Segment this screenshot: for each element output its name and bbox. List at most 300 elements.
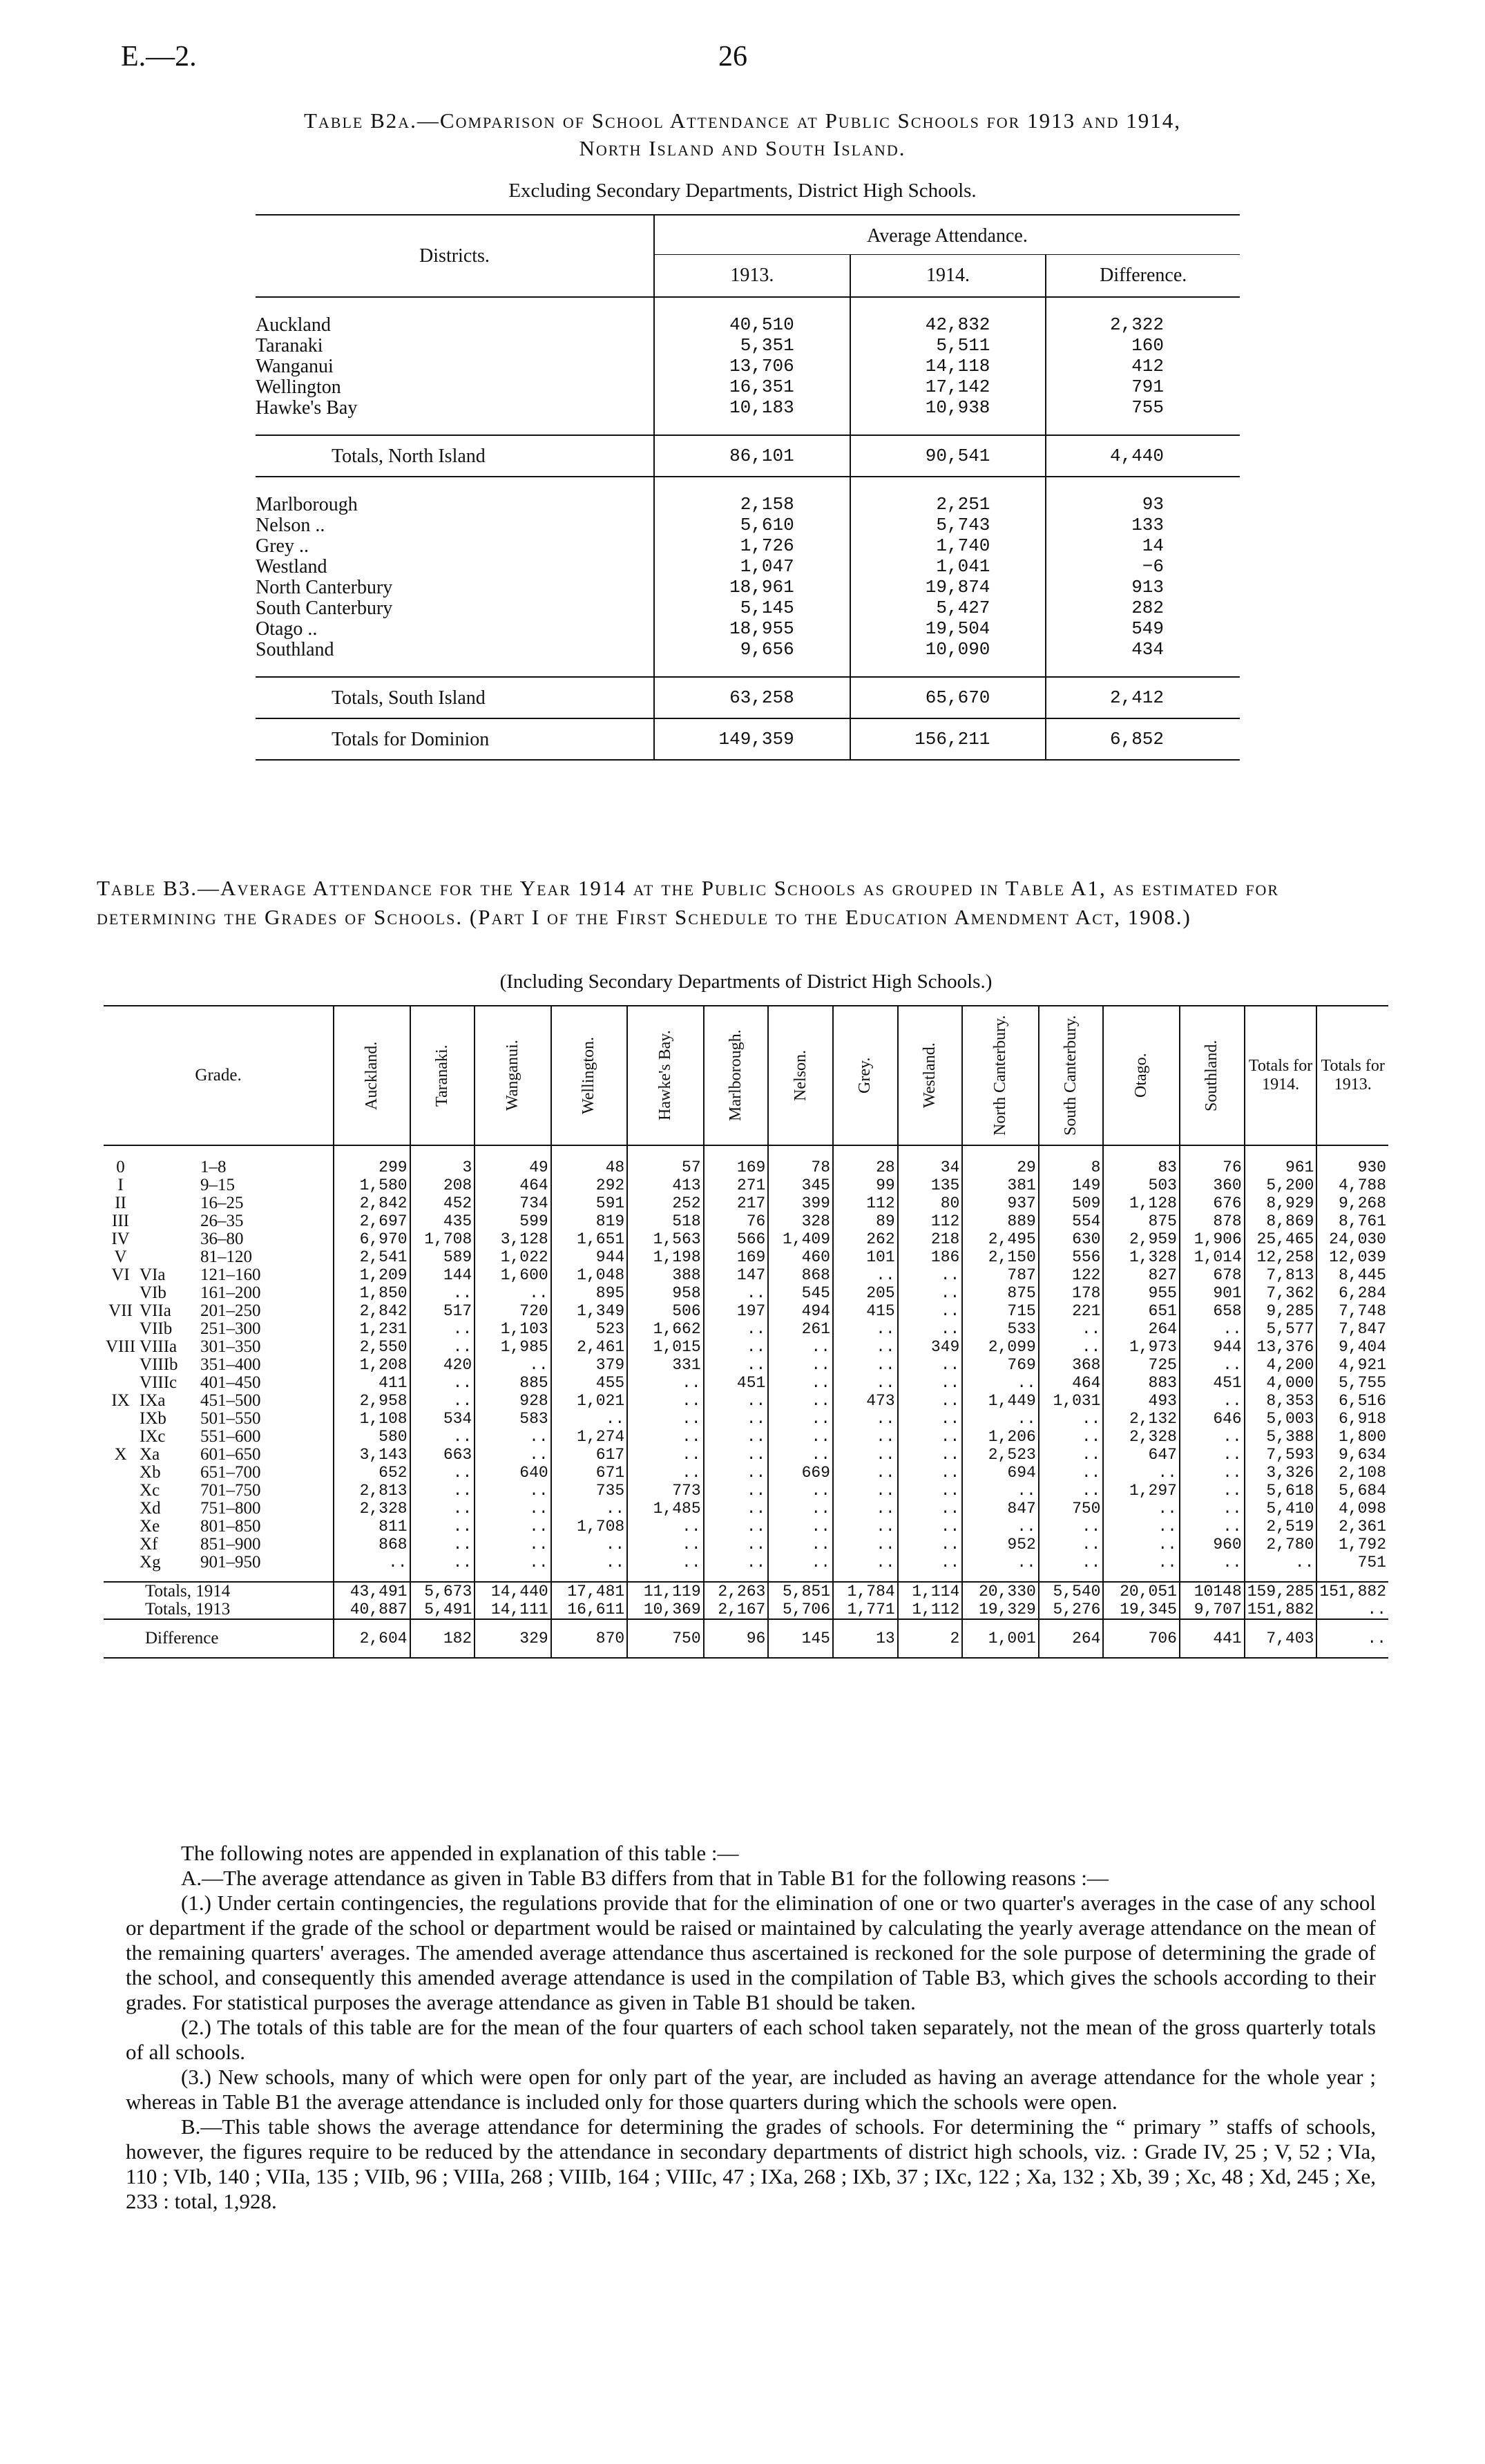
value-1914: 65,670 bbox=[850, 677, 1046, 718]
grade-range: 551–600 bbox=[200, 1427, 261, 1446]
grade-range: 701–750 bbox=[200, 1481, 261, 1500]
table1-row bbox=[256, 335, 1240, 356]
table1-row bbox=[256, 494, 1240, 515]
table2-value: 6,284 bbox=[1316, 1284, 1388, 1302]
table2-value: .. bbox=[833, 1356, 898, 1374]
grade-range: 36–80 bbox=[200, 1230, 244, 1248]
table2-value: .. bbox=[627, 1374, 703, 1392]
table2-value: .. bbox=[627, 1410, 703, 1428]
grade-subdivision: Xf bbox=[140, 1535, 158, 1554]
table2-value: 952 bbox=[962, 1536, 1038, 1554]
table2-value: 646 bbox=[1180, 1410, 1245, 1428]
table2-value: .. bbox=[898, 1446, 963, 1464]
table2-value: .. bbox=[768, 1410, 833, 1428]
table2-value: .. bbox=[475, 1482, 550, 1500]
table1-title bbox=[104, 107, 1381, 162]
table2-value: .. bbox=[898, 1320, 963, 1338]
value-difference: 2,412 bbox=[1046, 677, 1240, 718]
spacer-row bbox=[256, 418, 1240, 435]
table2-value: 9,285 bbox=[1245, 1302, 1317, 1320]
table2-value: 2,361 bbox=[1316, 1518, 1388, 1536]
grade-range: 161–200 bbox=[200, 1283, 261, 1302]
table2-value: 694 bbox=[962, 1464, 1038, 1482]
table2-value: .. bbox=[334, 1554, 410, 1572]
value-1914: 5,511 bbox=[850, 335, 1046, 356]
table2-value: 112 bbox=[833, 1194, 898, 1212]
table2-value: .. bbox=[410, 1392, 475, 1410]
table2-value: 208 bbox=[410, 1176, 475, 1194]
table2-value: .. bbox=[704, 1410, 769, 1428]
grade-subdivision bbox=[137, 1158, 193, 1176]
table2-value: 583 bbox=[475, 1410, 550, 1428]
table2-value: 217 bbox=[704, 1194, 769, 1212]
table2-value: 720 bbox=[475, 1302, 550, 1320]
table2-value: 1,485 bbox=[627, 1500, 703, 1518]
table2-subtitle: (Including Secondary Departments of District High Schools.) bbox=[499, 971, 993, 993]
table2-value: 455 bbox=[551, 1374, 627, 1392]
note-a: A.—The average attendance as given in Table B3 differs from that in Table B1 for the following reasons :— bbox=[181, 1866, 1109, 1890]
spacer-cell bbox=[704, 1145, 769, 1158]
spacer-cell bbox=[104, 1572, 137, 1582]
table2-value: .. bbox=[1103, 1518, 1179, 1536]
grade-subdivision bbox=[137, 1230, 193, 1248]
grade-subdivision: VIIIa bbox=[140, 1337, 178, 1356]
table1-total-south bbox=[256, 677, 1240, 718]
table2-value: 875 bbox=[962, 1284, 1038, 1302]
grade-range: 201–250 bbox=[200, 1301, 261, 1320]
grade-roman bbox=[104, 1374, 137, 1392]
table2-value: 1,198 bbox=[627, 1248, 703, 1266]
table2-value: .. bbox=[704, 1536, 769, 1554]
value-1914: 1,041 bbox=[850, 556, 1046, 577]
table2-value: 2,958 bbox=[334, 1392, 410, 1410]
table1 bbox=[256, 214, 1240, 761]
table2-value: 494 bbox=[768, 1302, 833, 1320]
district-name: Totals for Dominion bbox=[332, 728, 490, 750]
table1-head-avg: Average Attendance. bbox=[654, 215, 1240, 255]
table2-value: .. bbox=[475, 1446, 550, 1464]
spacer-row bbox=[104, 1145, 1388, 1158]
table2-value: .. bbox=[768, 1500, 833, 1518]
grade-subdivision: Xe bbox=[140, 1517, 160, 1536]
table2-row bbox=[104, 1410, 1388, 1428]
value-1913: 18,961 bbox=[654, 577, 850, 598]
table2-value: 1,800 bbox=[1316, 1428, 1388, 1446]
table2-value: 658 bbox=[1180, 1302, 1245, 1320]
table2-value: 2,959 bbox=[1103, 1230, 1179, 1248]
table2-value: .. bbox=[898, 1536, 963, 1554]
table2-value: 1,108 bbox=[334, 1410, 410, 1428]
table2-value: .. bbox=[410, 1320, 475, 1338]
grade-roman bbox=[104, 1482, 137, 1500]
table2-value: 1,850 bbox=[334, 1284, 410, 1302]
table2-value: 1,297 bbox=[1103, 1482, 1179, 1500]
table2-tot13-value: 1,771 bbox=[833, 1601, 898, 1619]
table2-value: 435 bbox=[410, 1212, 475, 1230]
table2-value: .. bbox=[475, 1356, 550, 1374]
table2-value: .. bbox=[704, 1482, 769, 1500]
spacer-cell bbox=[193, 1145, 334, 1158]
grade-subdivision: VIIIc bbox=[140, 1373, 178, 1392]
note-3: (3.) New schools, many of which were open for only part of the year, are included as having an average attendance for the whole year ; whereas in Table B1 the average attendance is included only for those quarters during which the schools were open. bbox=[126, 2065, 1376, 2114]
value-1913: 18,955 bbox=[654, 618, 850, 639]
table2-value: 8,353 bbox=[1245, 1392, 1317, 1410]
spacer-cell bbox=[551, 1145, 627, 1158]
document-code: E.—2. bbox=[121, 41, 197, 73]
table2-value: 566 bbox=[704, 1230, 769, 1248]
table2-value: .. bbox=[1180, 1518, 1245, 1536]
table2-value: .. bbox=[898, 1374, 963, 1392]
grade-roman bbox=[104, 1410, 137, 1428]
table2-value: 1,600 bbox=[475, 1266, 550, 1284]
table2-value: .. bbox=[833, 1428, 898, 1446]
table2-tot13-value: 19,345 bbox=[1103, 1601, 1179, 1619]
table2-diff-value: 750 bbox=[627, 1619, 703, 1658]
table2-value: 112 bbox=[898, 1212, 963, 1230]
table2-value: .. bbox=[1180, 1500, 1245, 1518]
table2-diff-row bbox=[104, 1619, 1388, 1658]
table2-value: 1,651 bbox=[551, 1230, 627, 1248]
table2-value: 186 bbox=[898, 1248, 963, 1266]
table2-value: 252 bbox=[627, 1194, 703, 1212]
table2-value: 895 bbox=[551, 1284, 627, 1302]
table1-total-north bbox=[256, 435, 1240, 477]
table2-value: .. bbox=[898, 1302, 963, 1320]
table2-tot13-value: 5,706 bbox=[768, 1601, 833, 1619]
table2-value: 7,593 bbox=[1245, 1446, 1317, 1464]
grade-roman: X bbox=[114, 1445, 127, 1464]
table2-value: .. bbox=[704, 1284, 769, 1302]
table2-value: 1,580 bbox=[334, 1176, 410, 1194]
table2-value: .. bbox=[1039, 1410, 1104, 1428]
table1-row bbox=[256, 577, 1240, 598]
table2-diff-value: 145 bbox=[768, 1619, 833, 1658]
table1-head-districts: Districts. bbox=[256, 215, 654, 297]
table2-value: .. bbox=[768, 1392, 833, 1410]
table2-value: .. bbox=[898, 1356, 963, 1374]
spacer-cell bbox=[1316, 1572, 1388, 1582]
table2-value: 556 bbox=[1039, 1248, 1104, 1266]
table2-value: 652 bbox=[334, 1464, 410, 1482]
value-difference: 412 bbox=[1046, 356, 1240, 376]
table2-value: 2,541 bbox=[334, 1248, 410, 1266]
table2-value: .. bbox=[833, 1338, 898, 1356]
table2-value: 1,103 bbox=[475, 1320, 550, 1338]
table2-value: .. bbox=[833, 1482, 898, 1500]
table2-value: .. bbox=[1103, 1554, 1179, 1572]
table2-value: .. bbox=[1180, 1392, 1245, 1410]
table2-tot14-value: 20,330 bbox=[962, 1582, 1038, 1601]
value-1913: 13,706 bbox=[654, 356, 850, 376]
note-1: (1.) Under certain contingencies, the regulations provide that for the elimination of one or two quarter's averages in the case of any school or department if the grade of the school or department would be raised or maintained by calculating the yearly average attendance on the mean of the remaining quarters' averages. The amended average attendance thus ascertained is reckoned for the sole purpose of determining the grade of the school, and consequently this amended average attendance is used in the compilation of Table B3, which gives the schools according to their grades. For statistical purposes the average attendance as given in Table B1 should be taken. bbox=[126, 1891, 1376, 2014]
value-1914: 156,211 bbox=[850, 718, 1046, 760]
table2-diff-label: Difference bbox=[145, 1629, 219, 1648]
grade-range: 751–800 bbox=[200, 1499, 261, 1518]
table2-row bbox=[104, 1518, 1388, 1536]
table2-value: 1,274 bbox=[551, 1428, 627, 1446]
district-name: Westland bbox=[256, 555, 327, 577]
table2-value: 509 bbox=[1039, 1194, 1104, 1212]
table2-value: .. bbox=[768, 1338, 833, 1356]
table2-value: 83 bbox=[1103, 1158, 1179, 1176]
spacer-cell bbox=[1039, 1145, 1104, 1158]
table2-value: .. bbox=[475, 1500, 550, 1518]
grade-range: 401–450 bbox=[200, 1373, 261, 1392]
table2-value: 1,206 bbox=[962, 1428, 1038, 1446]
notes bbox=[126, 1841, 1376, 2214]
table2-value: .. bbox=[1039, 1518, 1104, 1536]
table2-tot14-value: 17,481 bbox=[551, 1582, 627, 1601]
grade-roman: I bbox=[117, 1176, 124, 1194]
table2-value: 640 bbox=[475, 1464, 550, 1482]
table2-value: 147 bbox=[704, 1266, 769, 1284]
table2-value: .. bbox=[1039, 1428, 1104, 1446]
table2-tot14-value: 14,440 bbox=[475, 1582, 550, 1601]
table2-diff-value: 96 bbox=[704, 1619, 769, 1658]
table2-value: 2,697 bbox=[334, 1212, 410, 1230]
table2-tot14-value: 43,491 bbox=[334, 1582, 410, 1601]
table2-value: 368 bbox=[1039, 1356, 1104, 1374]
spacer-cell bbox=[627, 1145, 703, 1158]
table2-value: 769 bbox=[962, 1356, 1038, 1374]
value-1914: 10,938 bbox=[850, 397, 1046, 418]
table2-value: 178 bbox=[1039, 1284, 1104, 1302]
grade-roman bbox=[104, 1320, 137, 1338]
table2-value: .. bbox=[704, 1392, 769, 1410]
table2-value: .. bbox=[1039, 1464, 1104, 1482]
district-name: Wellington bbox=[256, 376, 341, 398]
spacer-cell bbox=[137, 1145, 193, 1158]
grade-range: 901–950 bbox=[200, 1553, 261, 1572]
table2-value: 1,563 bbox=[627, 1230, 703, 1248]
grade-range: 801–850 bbox=[200, 1517, 261, 1536]
grade-range: 501–550 bbox=[200, 1409, 261, 1428]
table2-value: 669 bbox=[768, 1464, 833, 1482]
table2-value: 360 bbox=[1180, 1176, 1245, 1194]
table2-head-district: Marlborough. bbox=[726, 1029, 745, 1122]
table2-value: .. bbox=[768, 1356, 833, 1374]
table2-value: 589 bbox=[410, 1248, 475, 1266]
table2-value: 554 bbox=[1039, 1212, 1104, 1230]
table2-value: .. bbox=[962, 1518, 1038, 1536]
grade-roman: II bbox=[115, 1194, 126, 1212]
grade-range: 351–400 bbox=[200, 1355, 261, 1374]
table2-tot14-value: 10148 bbox=[1180, 1582, 1245, 1601]
table2-body bbox=[104, 1145, 1388, 1658]
table2-value: 2,519 bbox=[1245, 1518, 1317, 1536]
table2-value: .. bbox=[898, 1518, 963, 1536]
table2-value: 169 bbox=[704, 1248, 769, 1266]
table2-value: 57 bbox=[627, 1158, 703, 1176]
table2-value: .. bbox=[1039, 1536, 1104, 1554]
table2-value: 3,326 bbox=[1245, 1464, 1317, 1482]
table2-value: .. bbox=[962, 1482, 1038, 1500]
table2-value: 331 bbox=[627, 1356, 703, 1374]
table2-value: .. bbox=[627, 1518, 703, 1536]
table2-value: 415 bbox=[833, 1302, 898, 1320]
value-1913: 1,726 bbox=[654, 535, 850, 556]
table2-value: .. bbox=[475, 1428, 550, 1446]
spacer-cell bbox=[475, 1572, 550, 1582]
table2-value: 261 bbox=[768, 1320, 833, 1338]
table2-value: .. bbox=[475, 1518, 550, 1536]
grade-roman bbox=[104, 1536, 137, 1554]
table2-value: .. bbox=[627, 1464, 703, 1482]
table2-row bbox=[104, 1356, 1388, 1374]
value-difference: 133 bbox=[1046, 515, 1240, 535]
district-name: Totals, South Island bbox=[332, 687, 486, 709]
table2-row bbox=[104, 1194, 1388, 1212]
table2-head-district: Taranaki. bbox=[432, 1044, 451, 1107]
table2-value: .. bbox=[704, 1464, 769, 1482]
district-name: South Canterbury bbox=[256, 597, 393, 619]
table2-value: 8 bbox=[1039, 1158, 1104, 1176]
grade-roman: VIII bbox=[106, 1337, 136, 1356]
table2-value: 264 bbox=[1103, 1320, 1179, 1338]
table2-value: 2,328 bbox=[334, 1500, 410, 1518]
table2-value: 464 bbox=[475, 1176, 550, 1194]
table2-value: 1,014 bbox=[1180, 1248, 1245, 1266]
grade-subdivision bbox=[137, 1212, 193, 1230]
spacer-cell bbox=[410, 1572, 475, 1582]
grade-range: 9–15 bbox=[200, 1176, 236, 1194]
table2-value: 715 bbox=[962, 1302, 1038, 1320]
spacer-cell bbox=[898, 1145, 963, 1158]
table1-head-1914: 1914. bbox=[850, 255, 1046, 298]
value-1913: 5,351 bbox=[654, 335, 850, 356]
value-1914: 14,118 bbox=[850, 356, 1046, 376]
value-difference: 791 bbox=[1046, 376, 1240, 397]
table2-value: 6,970 bbox=[334, 1230, 410, 1248]
table2-value: 580 bbox=[334, 1428, 410, 1446]
spacer-cell bbox=[1245, 1572, 1317, 1582]
grade-roman bbox=[104, 1428, 137, 1446]
table2-value: 271 bbox=[704, 1176, 769, 1194]
spacer-cell bbox=[833, 1572, 898, 1582]
table2-value: 2,108 bbox=[1316, 1464, 1388, 1482]
table2-value: .. bbox=[1103, 1464, 1179, 1482]
table2-header-row bbox=[104, 1006, 1388, 1145]
grade-range: 26–35 bbox=[200, 1212, 244, 1230]
table2-value: .. bbox=[627, 1536, 703, 1554]
table2-tot13-value: 10,369 bbox=[627, 1601, 703, 1619]
grade-range: 1–8 bbox=[200, 1158, 227, 1176]
grade-roman bbox=[104, 1356, 137, 1374]
table2-value: 8,445 bbox=[1316, 1266, 1388, 1284]
table2-value: .. bbox=[475, 1554, 550, 1572]
table2-value: .. bbox=[551, 1410, 627, 1428]
table2-row bbox=[104, 1230, 1388, 1248]
table2-value: .. bbox=[833, 1320, 898, 1338]
table2-row bbox=[104, 1338, 1388, 1356]
table2 bbox=[104, 1005, 1388, 1659]
table2-value: 221 bbox=[1039, 1302, 1104, 1320]
table2-value: .. bbox=[410, 1464, 475, 1482]
value-1913: 63,258 bbox=[654, 677, 850, 718]
table2-value: 4,921 bbox=[1316, 1356, 1388, 1374]
table2-value: 811 bbox=[334, 1518, 410, 1536]
table2-value: .. bbox=[627, 1392, 703, 1410]
district-name: Nelson .. bbox=[256, 514, 325, 536]
table2-value: 1,208 bbox=[334, 1356, 410, 1374]
table2-value: 735 bbox=[551, 1482, 627, 1500]
table2-value: .. bbox=[768, 1374, 833, 1392]
table2-value: 1,048 bbox=[551, 1266, 627, 1284]
table2-value: 937 bbox=[962, 1194, 1038, 1212]
table2-value: .. bbox=[898, 1464, 963, 1482]
value-1914: 1,740 bbox=[850, 535, 1046, 556]
table2-value: 3 bbox=[410, 1158, 475, 1176]
grade-range: 851–900 bbox=[200, 1535, 261, 1554]
table2-value: 80 bbox=[898, 1194, 963, 1212]
table1-subtitle: Excluding Secondary Departments, District High Schools. bbox=[508, 180, 977, 202]
notes-intro: The following notes are appended in explanation of this table :— bbox=[181, 1841, 739, 1865]
table1-head-1913: 1913. bbox=[654, 255, 850, 298]
table2-value: 2,132 bbox=[1103, 1410, 1179, 1428]
spacer-cell bbox=[137, 1572, 193, 1582]
table2-value: 299 bbox=[334, 1158, 410, 1176]
table2-value: 169 bbox=[704, 1158, 769, 1176]
table2-value: 2,780 bbox=[1245, 1536, 1317, 1554]
spacer-cell bbox=[962, 1572, 1038, 1582]
spacer-row bbox=[256, 660, 1240, 677]
table2-value: 420 bbox=[410, 1356, 475, 1374]
table2-value: .. bbox=[410, 1374, 475, 1392]
spacer-cell bbox=[334, 1145, 410, 1158]
table2-value: 4,000 bbox=[1245, 1374, 1317, 1392]
value-1914: 2,251 bbox=[850, 494, 1046, 515]
table1-head-difference: Difference. bbox=[1046, 255, 1240, 298]
grade-roman: IV bbox=[111, 1230, 130, 1248]
value-1913: 1,047 bbox=[654, 556, 850, 577]
table2-value: 751 bbox=[1316, 1554, 1388, 1572]
table2-value: 262 bbox=[833, 1230, 898, 1248]
table2-value: 12,258 bbox=[1245, 1248, 1317, 1266]
table2-value: 399 bbox=[768, 1194, 833, 1212]
grade-range: 301–350 bbox=[200, 1337, 261, 1356]
table2-value: 875 bbox=[1103, 1212, 1179, 1230]
table2-value: 464 bbox=[1039, 1374, 1104, 1392]
table2-value: .. bbox=[1039, 1554, 1104, 1572]
table2-value: .. bbox=[833, 1536, 898, 1554]
table2-diff-value: 13 bbox=[833, 1619, 898, 1658]
table2-value: 1,973 bbox=[1103, 1338, 1179, 1356]
grade-roman: V bbox=[114, 1248, 127, 1266]
table2-value: .. bbox=[1103, 1536, 1179, 1554]
table2-row bbox=[104, 1374, 1388, 1392]
table2-value: .. bbox=[833, 1518, 898, 1536]
table2-value: 678 bbox=[1180, 1266, 1245, 1284]
table2-value: 7,847 bbox=[1316, 1320, 1388, 1338]
table2-value: 1,708 bbox=[551, 1518, 627, 1536]
table2-value: .. bbox=[1245, 1554, 1317, 1572]
table2-value: 4,098 bbox=[1316, 1500, 1388, 1518]
table2-value: 773 bbox=[627, 1482, 703, 1500]
table2-value: .. bbox=[704, 1428, 769, 1446]
table2-value: 7,748 bbox=[1316, 1302, 1388, 1320]
table2-value: .. bbox=[704, 1338, 769, 1356]
table2-tot13-value: 14,111 bbox=[475, 1601, 550, 1619]
table2-value: 5,684 bbox=[1316, 1482, 1388, 1500]
table2-value: .. bbox=[704, 1446, 769, 1464]
table2-diff-value: 7,403 bbox=[1245, 1619, 1317, 1658]
table2-tot14-value: 2,263 bbox=[704, 1582, 769, 1601]
grade-subdivision: VIIb bbox=[140, 1319, 173, 1338]
table2-value: .. bbox=[833, 1410, 898, 1428]
table2-row bbox=[104, 1248, 1388, 1266]
district-name: Southland bbox=[256, 638, 334, 660]
table2-value: .. bbox=[768, 1536, 833, 1554]
